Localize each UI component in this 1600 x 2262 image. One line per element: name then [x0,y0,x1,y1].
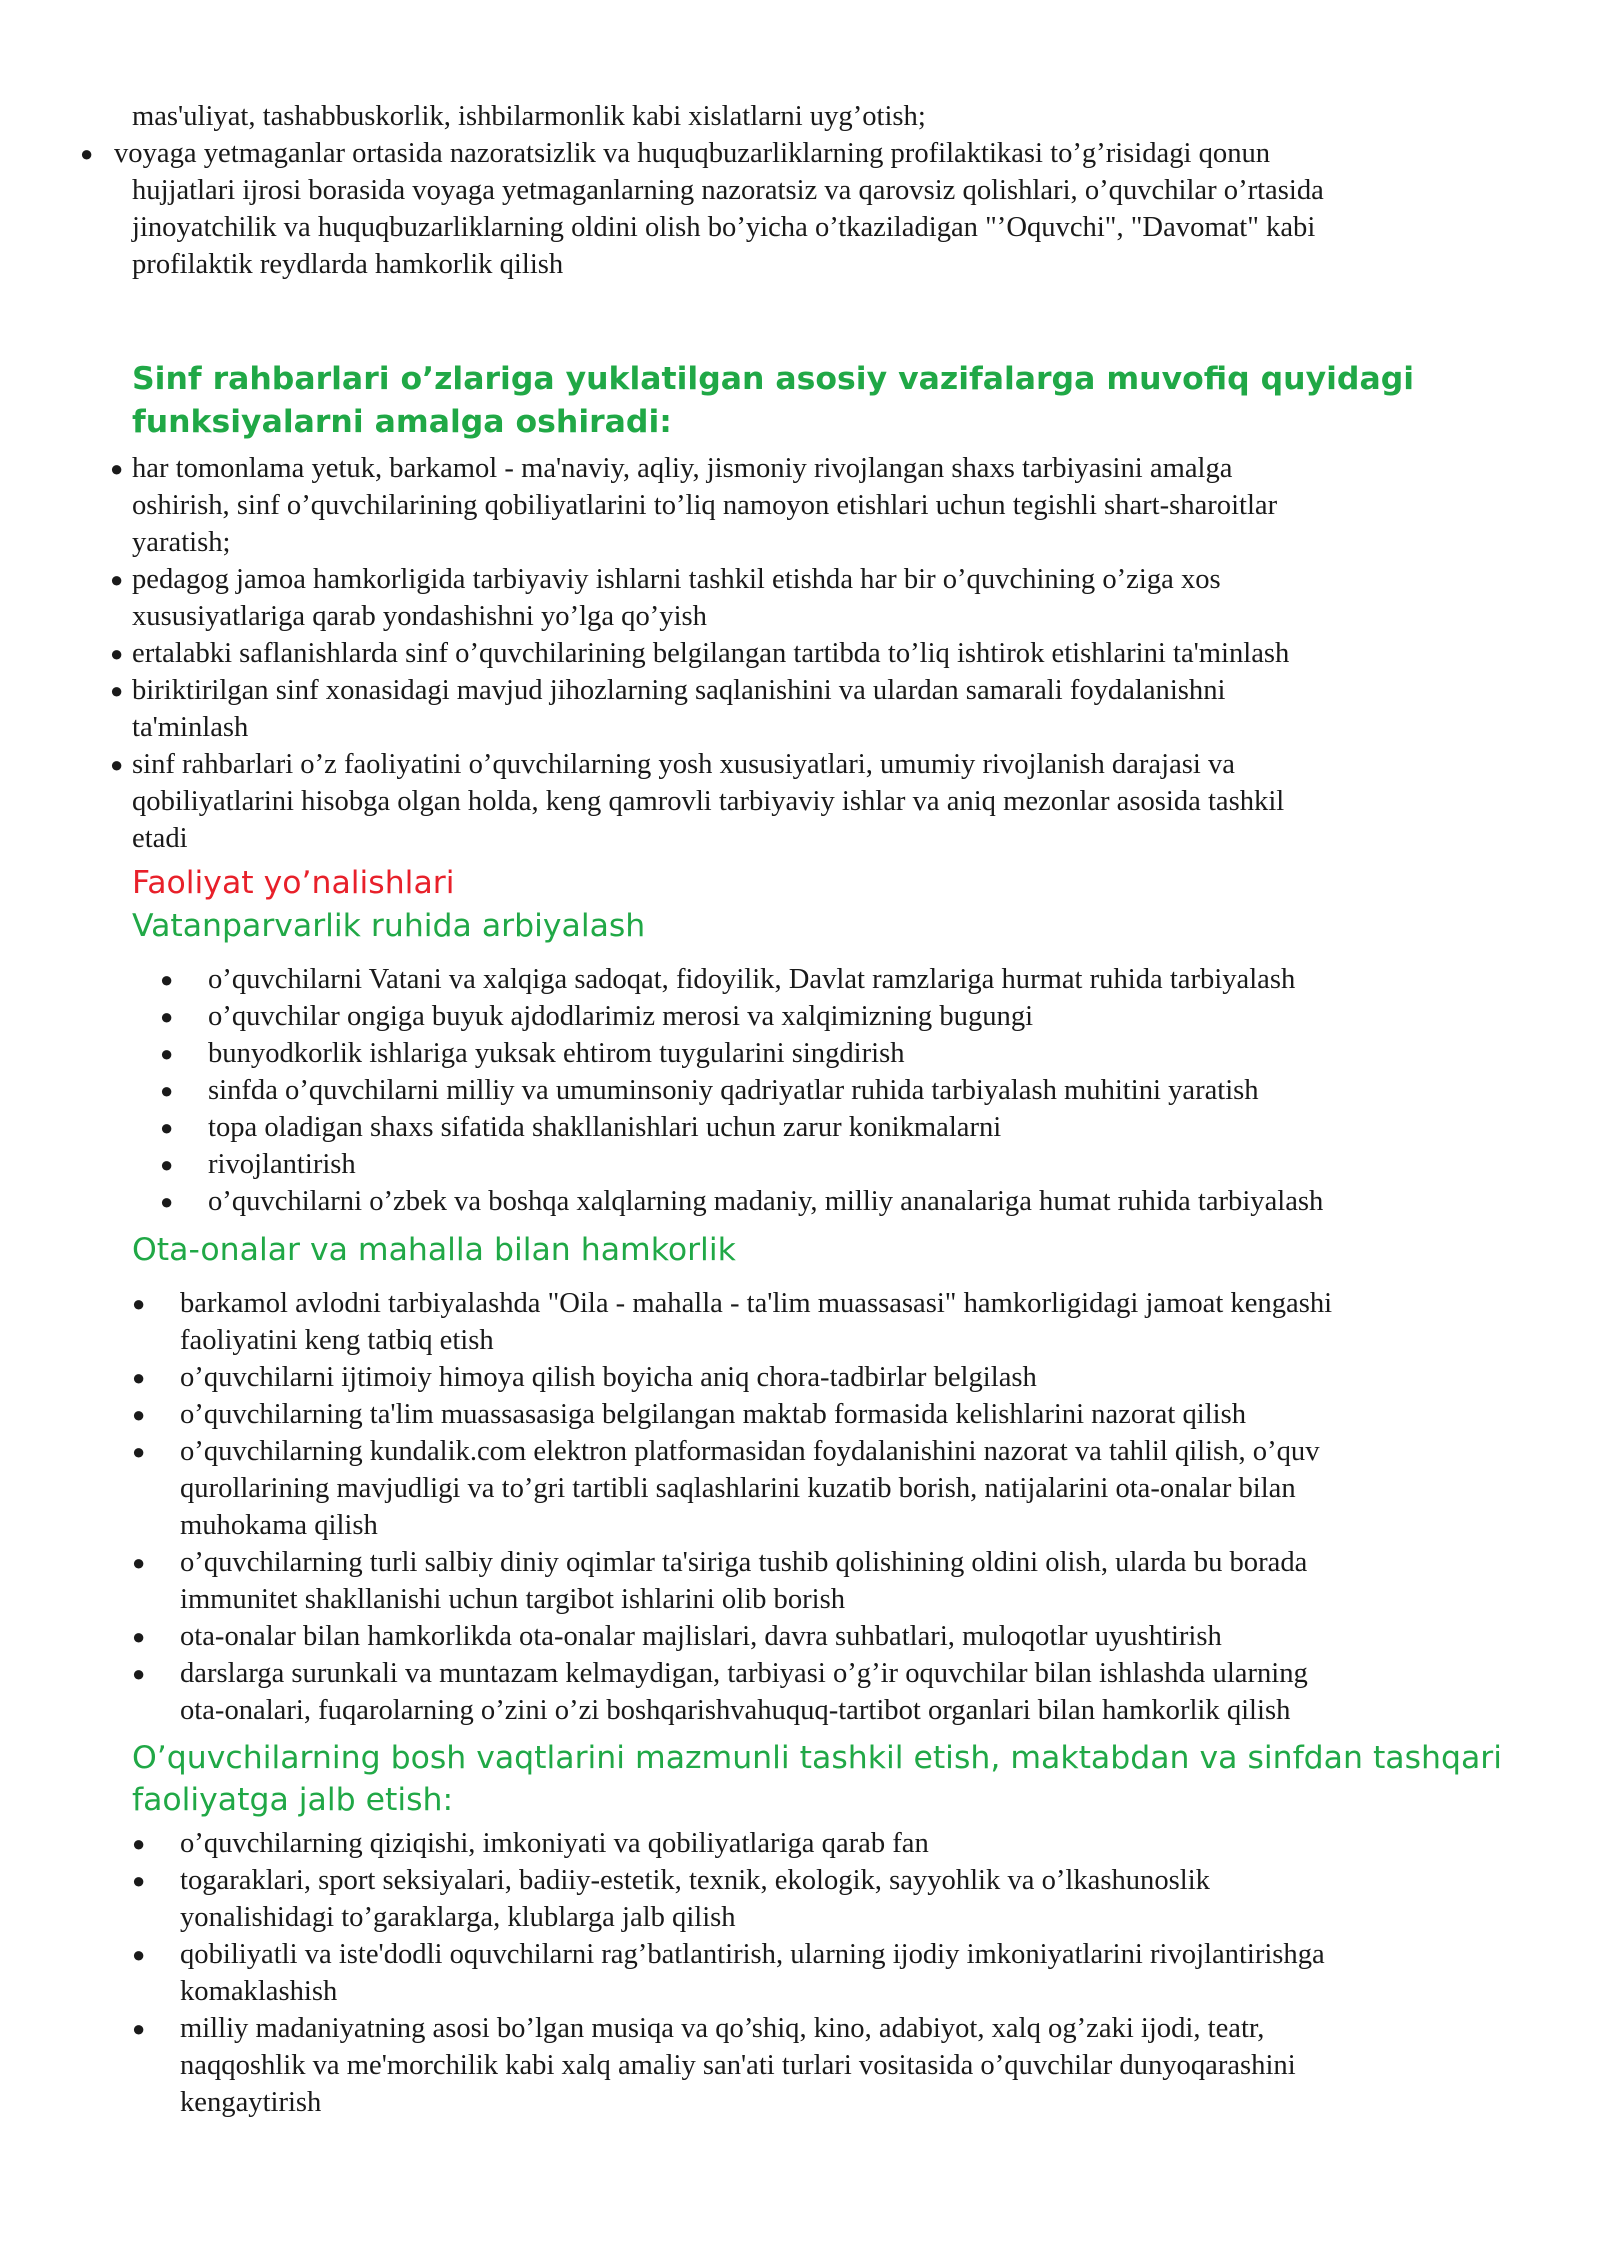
function-item-line: pedagog jamoa hamkorligida tarbiyaviy ishlarni tashkil etishda har bir o’quvchining o’ziga xos [132,564,1221,595]
parents-heading: Ota-onalar va mahalla bilan hamkorlik [132,1232,736,1268]
function-item-line: yaratish; [132,527,231,558]
parents-item-line: immunitet shakllanishi uchun targibot ishlarini olib borish [180,1584,846,1615]
function-item-line: ertalabki saflanishlarda sinf o’quvchilarining belgilangan tartibda to’liq ishtirok etishlarini ta'minlash [132,638,1290,669]
function-item-line: oshirish, sinf o’quvchilarining qobiliyatlarini to’liq namoyon etishlari uchun tegishli shart-sharoitlar [132,490,1278,521]
leisure-heading-line: O’quvchilarning bosh vaqtlarini mazmunli tashkil etish, maktabdan va sinfdan tashqari [132,1740,1502,1776]
leisure-item-line: naqqoshlik va me'morchilik kabi xalq amaliy san'ati turlari vositasida o’quvchilar dunyoqarashini [180,2050,1296,2081]
parents-item-line: ota-onalari, fuqarolarning o’zini o’zi boshqarishvahuquq-tartibot organlari bilan hamkorlik qilish [180,1695,1291,1726]
bullet-dot: ● [160,967,174,992]
intro-item-line: voyaga yetmaganlar ortasida nazoratsizlik va huquqbuzarliklarning profilaktikasi to’g’risidagi qonun [114,138,1271,169]
bullet-dot: ● [160,1004,174,1029]
function-item-line: qobiliyatlarini hisobga olgan holda, keng qamrovli tarbiyaviy ishlar va aniq mezonlar asosida tashkil [132,786,1285,817]
patriotism-item: o’quvchilarni o’zbek va boshqa xalqlarning madaniy, milliy ananalariga humat ruhida tarbiyalash [208,1186,1324,1217]
leisure-item-line: milliy madaniyatning asosi bo’lgan musiqa va qo’shiq, kino, adabiyot, xalq og’zaki ijodi, teatr, [180,2013,1265,2044]
bullet-dot: ● [110,567,124,592]
patriotism-item: bunyodkorlik ishlariga yuksak ehtirom tuygularini singdirish [208,1038,905,1069]
intro-item-line: hujjatlari ijrosi borasida voyaga yetmaganlarning nazoratsiz va qarovsiz qolishlari, o’quvchilar o’rtasida [132,175,1324,206]
patriotism-item: sinfda o’quvchilarni milliy va umuminsoniy qadriyatlar ruhida tarbiyalash muhitini yaratish [208,1075,1259,1106]
patriotism-heading: Vatanparvarlik ruhida arbiyalash [132,908,646,944]
intro-item-line: profilaktik reydlarda hamkorlik qilish [132,249,564,280]
function-item-line: har tomonlama yetuk, barkamol - ma'naviy, aqliy, jismoniy rivojlangan shaxs tarbiyasini amalga [132,453,1233,484]
bullet-dot: ● [132,1942,146,1967]
bullet-dot: ● [132,1661,146,1686]
bullet-dot: ● [110,456,124,481]
function-item-line: etadi [132,823,188,854]
bullet-dot: ● [160,1115,174,1140]
parents-item-line: faoliyatini keng tatbiq etish [180,1325,494,1356]
function-item-line: xususiyatlariga qarab yondashishni yo’lga qo’yish [132,601,707,632]
bullet-dot: ● [110,752,124,777]
function-item-line: biriktirilgan sinf xonasidagi mavjud jihozlarning saqlanishini va ulardan samarali foydalanishni [132,675,1226,706]
leisure-item-line: o’quvchilarning qiziqishi, imkoniyati va qobiliyatlariga qarab fan [180,1828,929,1859]
patriotism-item: o’quvchilar ongiga buyuk ajdodlarimiz merosi va xalqimizning bugungi [208,1001,1034,1032]
patriotism-item: o’quvchilarni Vatani va xalqiga sadoqat, fidoyilik, Davlat ramzlariga hurmat ruhida tarbiyalash [208,964,1296,995]
intro-continuation: mas'uliyat, tashabbuskorlik, ishbilarmonlik kabi xislatlarni uyg’otish; [132,101,926,132]
function-item-line: ta'minlash [132,712,249,743]
leisure-item-line: qobiliyatli va iste'dodli oquvchilarni rag’batlantirish, ularning ijodiy imkoniyatlarini rivojlantirishga [180,1939,1325,1970]
leisure-item-line: togaraklari, sport seksiyalari, badiiy-estetik, texnik, ekologik, sayyohlik va o’lkashunoslik [180,1865,1210,1896]
bullet-dot: ● [160,1152,174,1177]
bullet-dot: ● [80,141,94,166]
activity-heading: Faoliyat yo’nalishlari [132,865,455,901]
patriotism-item: rivojlantirish [208,1149,356,1180]
bullet-dot: ● [160,1078,174,1103]
bullet-dot: ● [132,1439,146,1464]
bullet-dot: ● [132,1624,146,1649]
parents-item-line: darslarga surunkali va muntazam kelmaydigan, tarbiyasi o’g’ir oquvchilar bilan ishlashda ularning [180,1658,1308,1689]
function-item-line: sinf rahbarlari o’z faoliyatini o’quvchilarning yosh xususiyatlari, umumiy rivojlanish darajasi va [132,749,1235,780]
parents-item-line: o’quvchilarning turli salbiy diniy oqimlar ta'siriga tushib qolishining oldini olish, ularda bu borada [180,1547,1308,1578]
bullet-dot: ● [160,1189,174,1214]
patriotism-item: topa oladigan shaxs sifatida shakllanishlari uchun zarur konikmalarni [208,1112,1002,1143]
bullet-dot: ● [132,1402,146,1427]
leisure-item-line: yonalishidagi to’garaklarga, klublarga jalb qilish [180,1902,736,1933]
parents-item-line: o’quvchilarning ta'lim muassasasiga belgilangan maktab formasida kelishlarini nazorat qilish [180,1399,1247,1430]
bullet-dot: ● [132,1550,146,1575]
parents-item-line: o’quvchilarni ijtimoiy himoya qilish boyicha aniq chora-tadbirlar belgilash [180,1362,1037,1393]
functions-heading-line: Sinf rahbarlari o’zlariga yuklatilgan asosiy vazifalarga muvofiq quyidagi [132,361,1415,397]
parents-item-line: muhokama qilish [180,1510,378,1541]
bullet-dot: ● [132,1831,146,1856]
bullet-dot: ● [110,678,124,703]
bullet-dot: ● [132,1868,146,1893]
leisure-item-line: kengaytirish [180,2087,322,2118]
bullet-dot: ● [160,1041,174,1066]
parents-item-line: o’quvchilarning kundalik.com elektron platformasidan foydalanishini nazorat va tahlil qilish, o’quv [180,1436,1320,1467]
bullet-dot: ● [132,2016,146,2041]
parents-item-line: barkamol avlodni tarbiyalashda "Oila - mahalla - ta'lim muassasasi" hamkorligidagi jamoat kengashi [180,1288,1333,1319]
parents-item-line: ota-onalar bilan hamkorlikda ota-onalar majlislari, davra suhbatlari, muloqotlar uyushtirish [180,1621,1222,1652]
leisure-heading-line: faoliyatga jalb etish: [132,1782,454,1818]
bullet-dot: ● [132,1365,146,1390]
parents-item-line: qurollarining mavjudligi va to’gri tartibli saqlashlarini kuzatib borish, natijalarini ota-onalar bilan [180,1473,1296,1504]
functions-heading-line: funksiyalarni amalga oshiradi: [132,404,672,440]
intro-item-line: jinoyatchilik va huquqbuzarliklarning oldini olish bo’yicha o’tkaziladigan "’Oquvchi", "Davomat" kabi [132,212,1316,243]
bullet-dot: ● [110,641,124,666]
bullet-dot: ● [132,1291,146,1316]
leisure-item-line: komaklashish [180,1976,338,2007]
